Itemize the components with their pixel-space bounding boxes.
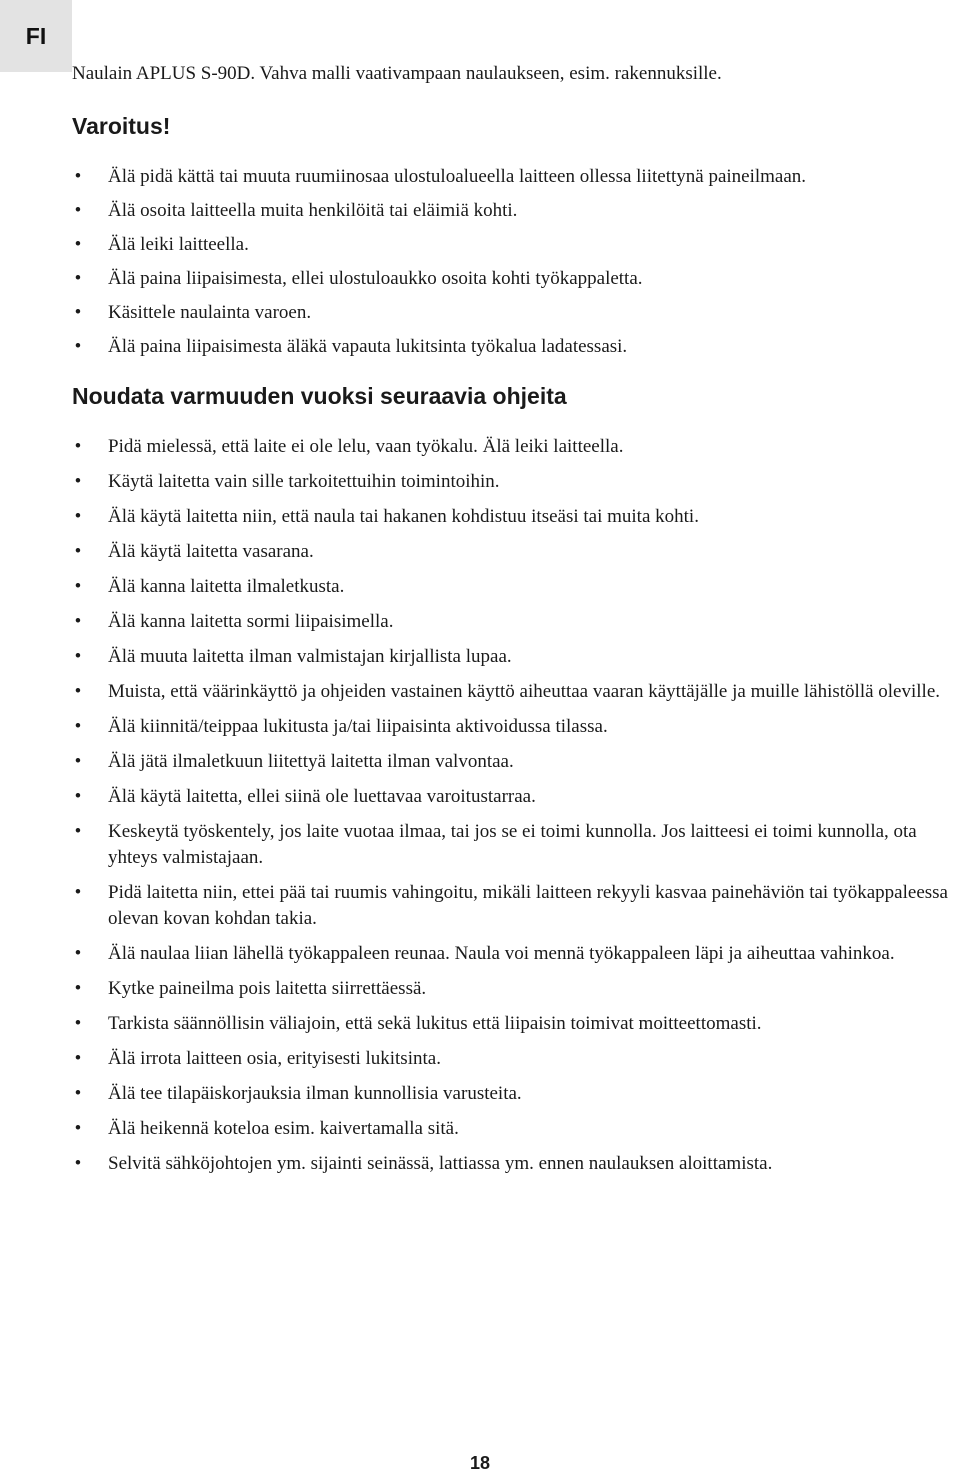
bullet-icon: •: [74, 1153, 82, 1174]
list-item-text: Muista, että väärinkäyttö ja ohjeiden vastainen käyttö aiheuttaa vaaran käyttäjälle ja muille lähistöllä oleville.: [108, 681, 941, 702]
list-item: [72, 819, 952, 871]
list-item-text: Älä naulaa liian lähellä työkappaleen reunaa. Naula voi mennä työkappaleen läpi ja aiheuttaa vahinkoa.: [108, 943, 895, 964]
bullet-icon: •: [74, 978, 82, 999]
warning-list: [72, 164, 952, 360]
bullet-icon: •: [74, 786, 82, 807]
list-item-text: Älä käytä laitetta niin, että naula tai hakanen kohdistuu itseäsi tai muita kohti.: [108, 506, 699, 527]
list-item-text: Pidä laitetta niin, ettei pää tai ruumis vahingoitu, mikäli laitteen rekyyli kasvaa painehäviön tai työkappaleessa olevan kovan kohdan takia.: [108, 882, 948, 929]
safety-title: Noudata varmuuden vuoksi seuraavia ohjeita: [72, 383, 567, 409]
list-item-text: Älä kiinnitä/teippaa lukitusta ja/tai liipaisinta aktivoidussa tilassa.: [108, 716, 608, 737]
list-item: [72, 539, 952, 565]
list-item-text: Älä irrota laitteen osia, erityisesti lukitsinta.: [108, 1048, 441, 1069]
language-tab: FI: [0, 0, 72, 72]
list-item-text: Älä kanna laitetta ilmaletkusta.: [108, 576, 345, 597]
bullet-icon: •: [74, 268, 82, 289]
list-item-text: Tarkista säännöllisin väliajoin, että sekä lukitus että liipaisin toimivat moitteettomasti.: [108, 1013, 762, 1034]
list-item-text: Älä tee tilapäiskorjauksia ilman kunnollisia varusteita.: [108, 1083, 522, 1104]
list-item: [72, 1081, 952, 1107]
bullet-icon: •: [74, 882, 82, 903]
bullet-icon: •: [74, 166, 82, 187]
page-content: [72, 62, 952, 1186]
bullet-icon: •: [74, 541, 82, 562]
list-item-text: Älä käytä laitetta vasarana.: [108, 541, 314, 562]
list-item-text: Älä heikennä koteloa esim. kaivertamalla sitä.: [108, 1118, 459, 1139]
list-item-text: Älä pidä kättä tai muuta ruumiinosaa ulostuloalueella laitteen ollessa liitettynä paineilmaan.: [108, 166, 807, 187]
list-item-text: Älä jätä ilmaletkuun liitettyä laitetta ilman valvontaa.: [108, 751, 514, 772]
list-item: [72, 679, 952, 705]
bullet-icon: •: [74, 302, 82, 323]
bullet-icon: •: [74, 646, 82, 667]
list-item: [72, 1116, 952, 1142]
list-item-text: Kytke paineilma pois laitetta siirrettäessä.: [108, 978, 427, 999]
list-item: [72, 232, 952, 258]
bullet-icon: •: [74, 716, 82, 737]
list-item: [72, 880, 952, 932]
bullet-icon: •: [74, 1118, 82, 1139]
bullet-icon: •: [74, 471, 82, 492]
list-item: [72, 609, 952, 635]
list-item-text: Älä osoita laitteella muita henkilöitä tai eläimiä kohti.: [108, 200, 518, 221]
page-number: 18: [469, 1453, 491, 1473]
list-item: [72, 198, 952, 224]
list-item: [72, 334, 952, 360]
list-item: [72, 300, 952, 326]
list-item: [72, 434, 952, 460]
list-item: [72, 941, 952, 967]
bullet-icon: •: [74, 1083, 82, 1104]
list-item: [72, 469, 952, 495]
bullet-icon: •: [74, 681, 82, 702]
list-item-text: Älä leiki laitteella.: [108, 234, 249, 255]
list-item: [72, 714, 952, 740]
safety-list: [72, 434, 952, 1177]
bullet-icon: •: [74, 506, 82, 527]
list-item: [72, 1011, 952, 1037]
bullet-icon: •: [74, 1048, 82, 1069]
intro-text: Naulain APLUS S-90D. Vahva malli vaativampaan naulaukseen, esim. rakennuksille.: [72, 63, 722, 84]
list-item-text: Älä muuta laitetta ilman valmistajan kirjallista lupaa.: [108, 646, 512, 667]
list-item-text: Pidä mielessä, että laite ei ole lelu, vaan työkalu. Älä leiki laitteella.: [108, 436, 624, 457]
list-item: [72, 164, 952, 190]
list-item: [72, 574, 952, 600]
bullet-icon: •: [74, 336, 82, 357]
list-item-text: Käsittele naulainta varoen.: [108, 302, 312, 323]
bullet-icon: •: [74, 611, 82, 632]
bullet-icon: •: [74, 751, 82, 772]
list-item: [72, 749, 952, 775]
bullet-icon: •: [74, 436, 82, 457]
warning-title: Varoitus!: [72, 113, 171, 139]
list-item: [72, 266, 952, 292]
list-item: [72, 1046, 952, 1072]
bullet-icon: •: [74, 200, 82, 221]
bullet-icon: •: [74, 821, 82, 842]
list-item-text: Älä käytä laitetta, ellei siinä ole luettavaa varoitustarraa.: [108, 786, 536, 807]
list-item-text: Älä paina liipaisimesta, ellei ulostuloaukko osoita kohti työkappaletta.: [108, 268, 643, 289]
list-item: [72, 504, 952, 530]
list-item-text: Älä kanna laitetta sormi liipaisimella.: [108, 611, 394, 632]
list-item-text: Keskeytä työskentely, jos laite vuotaa ilmaa, tai jos se ei toimi kunnolla. Jos laitteesi ei toimi kunnolla, ota yhteys valmistajaan.: [108, 821, 917, 868]
bullet-icon: •: [74, 234, 82, 255]
list-item: [72, 976, 952, 1002]
list-item-text: Selvitä sähköjohtojen ym. sijainti seinässä, lattiassa ym. ennen naulauksen aloittamista.: [108, 1153, 773, 1174]
list-item: [72, 644, 952, 670]
bullet-icon: •: [74, 1013, 82, 1034]
list-item: [72, 1151, 952, 1177]
bullet-icon: •: [74, 576, 82, 597]
bullet-icon: •: [74, 943, 82, 964]
list-item: [72, 784, 952, 810]
list-item-text: Älä paina liipaisimesta äläkä vapauta lukitsinta työkalua ladatessasi.: [108, 336, 628, 357]
list-item-text: Käytä laitetta vain sille tarkoitettuihin toimintoihin.: [108, 471, 500, 492]
